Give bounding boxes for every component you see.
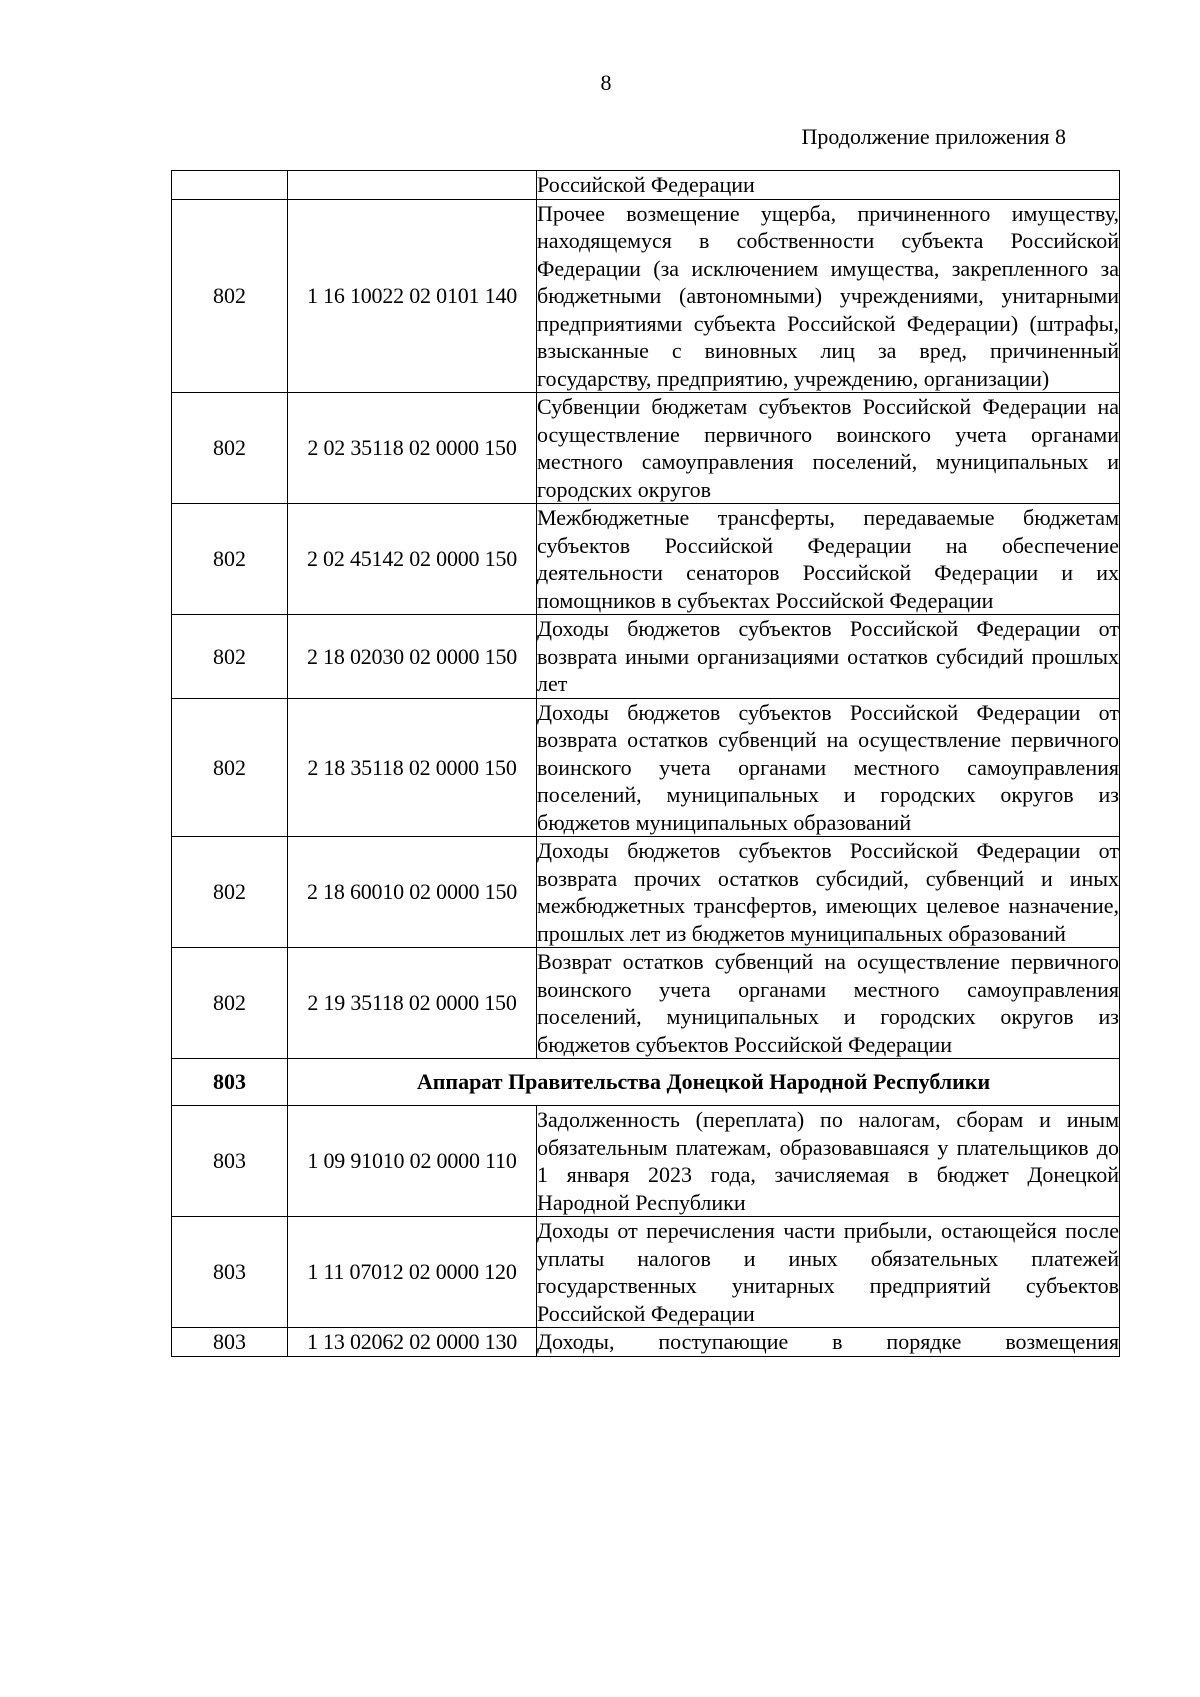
admin-code-cell [172,171,288,200]
description-cell: Межбюджетные трансферты, передаваемые бюджетам субъектов Российской Федерации на обеспечение деятельности сенаторов Российской Федерации и их помощников в субъектах Российской Федерации [537,505,1119,613]
description-cell: Доходы бюджетов субъектов Российской Федерации от возврата прочих остатков субсидий, субвенций и иных межбюджетных трансфертов, имеющих целевое назначение, прошлых лет из бюджетов муниципальных образований [537,838,1119,946]
table-row [172,199,1120,393]
admin-code-cell: 803 [172,1328,288,1357]
budget-code-cell: 1 16 10022 02 0101 140 [288,199,537,393]
budget-code-cell: 1 09 91010 02 0000 110 [288,1106,537,1217]
budget-code-cell [288,171,537,200]
budget-code-cell: 1 11 07012 02 0000 120 [288,1217,537,1328]
page-number: 8 [600,70,612,95]
section-admin-code-cell: 803 [172,1059,288,1106]
admin-code-cell: 802 [172,948,288,1059]
table-row [172,504,1120,615]
appendix-continuation-label: Продолжение приложения 8 [801,124,1066,149]
table-row [172,1106,1120,1217]
description-cell: Доходы бюджетов субъектов Российской Федерации от возврата остатков субвенций на осуществление первичного воинского учета органами местного самоуправления поселений, муниципальных и городских округов из бюджетов муниципальных образований [537,699,1119,835]
budget-code-cell: 2 02 35118 02 0000 150 [288,393,537,504]
description-cell: Задолженность (переплата) по налогам, сборам и иным обязательным платежам, образовавшаяся у плательщиков до 1 января 2023 года, зачисляемая в бюджет Донецкой Народной Республики [537,1107,1119,1215]
section-title-cell: Аппарат Правительства Донецкой Народной Республики [288,1059,1120,1106]
admin-code-cell: 802 [172,504,288,615]
revenue-codes-table [171,170,1120,1357]
table-row [172,615,1120,699]
budget-code-cell: 2 19 35118 02 0000 150 [288,948,537,1059]
description-cell: Возврат остатков субвенций на осуществление первичного воинского учета органами местного самоуправления поселений, муниципальных и городских округов из бюджетов субъектов Российской Федерации [537,949,1119,1057]
table-row [172,837,1120,948]
admin-code-cell: 802 [172,837,288,948]
admin-code-cell: 803 [172,1106,288,1217]
description-cell: Доходы от перечисления части прибыли, остающейся после уплаты налогов и иных обязательных платежей государственных унитарных предприятий субъектов Российской Федерации [537,1218,1119,1326]
budget-code-cell: 2 18 35118 02 0000 150 [288,698,537,837]
admin-code-cell: 802 [172,698,288,837]
table-row [172,698,1120,837]
budget-code-cell: 2 02 45142 02 0000 150 [288,504,537,615]
budget-code-cell: 2 18 02030 02 0000 150 [288,615,537,699]
admin-code-cell: 802 [172,615,288,699]
description-cell: Субвенции бюджетам субъектов Российской Федерации на осуществление первичного воинского учета органами местного самоуправления поселений, муниципальных и городских округов [537,394,1119,502]
table-row [172,948,1120,1059]
table-row [172,171,1120,200]
table-row [172,1328,1120,1357]
table-row [172,1217,1120,1328]
description-cell: Доходы, поступающие в порядке возмещения [537,1329,1119,1354]
description-cell: Доходы бюджетов субъектов Российской Федерации от возврата иными организациями остатков субсидий прошлых лет [537,616,1119,696]
section-header-row [172,1059,1120,1106]
budget-code-cell: 2 18 60010 02 0000 150 [288,837,537,948]
description-cell: Российской Федерации [537,171,1120,200]
description-cell: Прочее возмещение ущерба, причиненного имуществу, находящемуся в собственности субъекта Российской Федерации (за исключением имущества, закрепленного за бюджетными (автономными) учреждениями, унитарными предприятиями субъекта Российской Федерации) (штрафы, взысканные с виновных лиц за вред, причиненный государству, предприятию, учреждению, организации) [537,200,1119,391]
admin-code-cell: 803 [172,1217,288,1328]
table-row [172,393,1120,504]
admin-code-cell: 802 [172,199,288,393]
admin-code-cell: 802 [172,393,288,504]
budget-code-cell: 1 13 02062 02 0000 130 [288,1328,537,1357]
